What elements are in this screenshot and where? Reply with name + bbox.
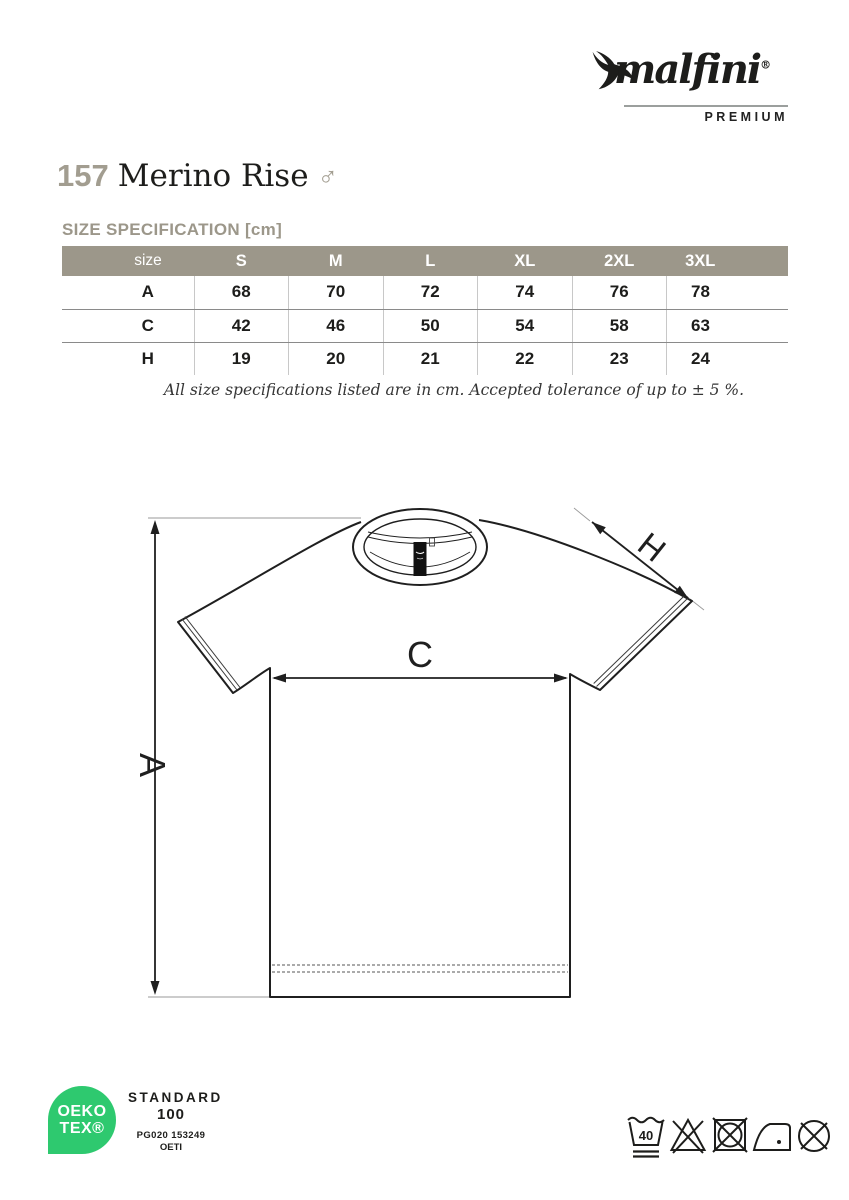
cell: 76 [572, 276, 667, 309]
care-symbols [626, 1112, 834, 1164]
col-header-s: S [235, 251, 247, 270]
col-header-3xl: 3XL [685, 251, 716, 270]
cell: 54 [478, 309, 573, 342]
brand-wordmark: malfini [614, 46, 761, 93]
do-not-dry-clean-icon [794, 1112, 834, 1164]
cell: 42 [194, 309, 289, 342]
cell: 58 [572, 309, 667, 342]
hem-stitching [272, 965, 568, 972]
dimension-H-label: H [631, 525, 673, 569]
brand-premium-label: PREMIUM [704, 110, 788, 124]
col-header-m: M [328, 251, 343, 270]
tolerance-note: All size specifications listed are in cm. Accepted tolerance of up to ± 5 %. [163, 381, 745, 399]
cell: 20 [289, 342, 384, 375]
product-title [57, 158, 338, 194]
cell: 78 [667, 276, 789, 309]
iron-low-temperature-icon [752, 1112, 792, 1164]
do-not-bleach-icon [668, 1112, 708, 1164]
cell: 70 [289, 276, 384, 309]
male-gender-icon: ♂ [317, 162, 338, 192]
badge-line1: OEKO [57, 1103, 107, 1120]
col-header-2xl: 2XL [604, 251, 635, 270]
cell: 72 [383, 276, 478, 309]
cell: 21 [383, 342, 478, 375]
certificate-code: PG020 153249 [136, 1130, 206, 1141]
cell: 19 [194, 342, 289, 375]
tshirt-diagram [118, 492, 718, 1020]
col-header-size: size [134, 252, 162, 269]
dimension-C-label: C [407, 634, 433, 675]
table-row [62, 276, 788, 309]
row-label: C [62, 309, 194, 342]
cell: 24 [667, 342, 789, 375]
size-spec-heading: SIZE SPECIFICATION [cm] [62, 220, 283, 239]
brand-name [614, 46, 792, 93]
table-row [62, 309, 788, 342]
cell: 68 [194, 276, 289, 309]
product-name: Merino Rise [117, 158, 309, 194]
cell: 23 [572, 342, 667, 375]
wash-temperature: 40 [638, 1128, 654, 1143]
col-header-l: L [425, 251, 436, 270]
size-table [62, 246, 788, 375]
dimension-A-label: A [132, 752, 173, 778]
standard-number: 100 [156, 1106, 186, 1123]
row-label: H [62, 342, 194, 375]
brand-logo [552, 44, 797, 128]
registered-mark: ® [760, 58, 772, 72]
do-not-tumble-dry-icon [710, 1112, 750, 1164]
cell: 74 [478, 276, 573, 309]
logo-divider [624, 105, 788, 107]
size-table-header-row [62, 246, 788, 276]
oeko-tex-text [128, 1086, 223, 1154]
badge-line2: TEX® [59, 1120, 105, 1137]
certificate-institute: OETI [159, 1142, 183, 1153]
standard-label: STANDARD [128, 1090, 223, 1105]
col-header-xl: XL [514, 251, 536, 270]
neck-label [414, 538, 435, 576]
wash-40-mild-icon [626, 1112, 666, 1164]
row-label: A [62, 276, 194, 309]
tshirt-outline [178, 509, 692, 997]
oeko-tex-certification [48, 1086, 223, 1154]
extension-lines [148, 508, 704, 997]
cell: 46 [289, 309, 384, 342]
cell: 63 [667, 309, 789, 342]
product-code: 157 [57, 158, 109, 193]
table-row [62, 342, 788, 375]
cell: 22 [478, 342, 573, 375]
cell: 50 [383, 309, 478, 342]
oeko-tex-badge-icon [48, 1086, 116, 1154]
